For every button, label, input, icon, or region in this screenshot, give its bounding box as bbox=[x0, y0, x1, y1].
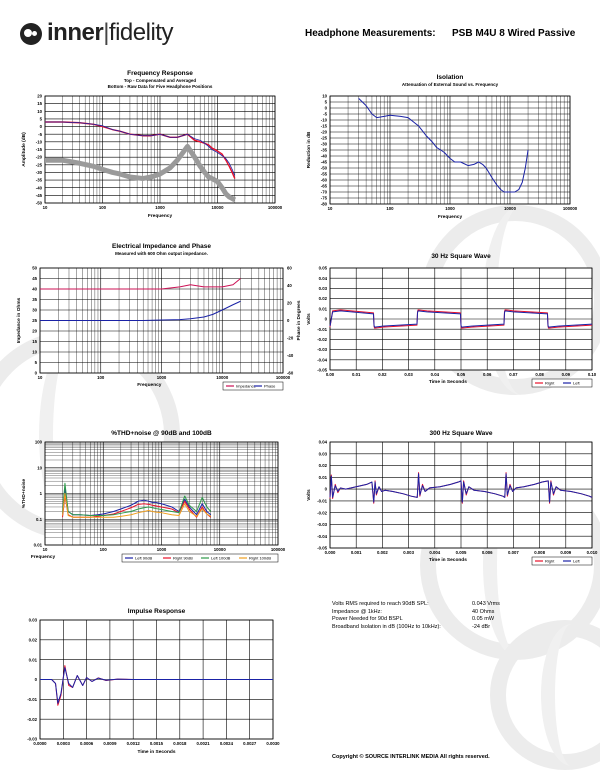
y-tick-label: -35 bbox=[320, 147, 327, 153]
chart-impulse-response bbox=[0, 600, 300, 760]
x-tick-label: 100000 bbox=[562, 206, 578, 211]
y-tick-label: 0 bbox=[34, 370, 37, 376]
legend-label: Right 90dB bbox=[173, 555, 193, 561]
y-tick-label: -0.02 bbox=[317, 510, 327, 516]
y-tick-label: 45 bbox=[32, 276, 37, 282]
legend-label: Left bbox=[573, 380, 580, 386]
y-tick-label: -0.01 bbox=[317, 326, 327, 332]
summary-row bbox=[332, 624, 582, 632]
chart-title: Frequency Response bbox=[127, 70, 193, 77]
y-tick-label: -70 bbox=[320, 189, 327, 195]
x-axis-label: Time in Seconds bbox=[428, 380, 467, 385]
x-tick-label: 0.0024 bbox=[219, 741, 233, 746]
legend-label: Phase bbox=[264, 383, 276, 389]
summary-value: 40 Ohms bbox=[472, 608, 495, 615]
x-tick-label: 10000 bbox=[216, 375, 229, 380]
logo-separator: | bbox=[103, 19, 109, 46]
y-tick-label: -0.03 bbox=[317, 347, 327, 353]
x-tick-label: 0.02 bbox=[378, 372, 387, 377]
y-tick-label: -15 bbox=[320, 123, 327, 129]
summary-label: Impedance @ 1kHz: bbox=[332, 608, 382, 615]
y-tick-label: 10 bbox=[37, 108, 42, 114]
y-tick-label: 10 bbox=[37, 465, 42, 471]
y-tick-label: 0.1 bbox=[36, 516, 42, 522]
y-tick-label: 15 bbox=[37, 101, 42, 107]
y2-tick-label: 60 bbox=[287, 265, 292, 271]
x-tick-label: 100000 bbox=[275, 375, 291, 380]
x-tick-label: 0.08 bbox=[535, 372, 544, 377]
x-tick-label: 0.0000 bbox=[33, 741, 47, 746]
y-tick-label: 35 bbox=[32, 297, 37, 303]
legend-label: Left 100dB bbox=[211, 555, 231, 561]
y-tick-label: 1 bbox=[39, 491, 42, 497]
x-tick-label: 0.000 bbox=[324, 550, 336, 555]
y-axis-label: %THD+noise bbox=[22, 478, 27, 509]
y-tick-label: -80 bbox=[320, 201, 327, 207]
y-tick-label: 25 bbox=[32, 318, 37, 324]
x-axis-label: Frequency bbox=[437, 215, 463, 220]
y-axis-label: Volts bbox=[307, 489, 312, 501]
chart-legend bbox=[122, 554, 278, 562]
y-tick-label: 0.03 bbox=[318, 286, 327, 291]
y2-tick-label: -20 bbox=[287, 335, 294, 341]
y-tick-label: -0.03 bbox=[317, 522, 327, 528]
y-tick-label: -45 bbox=[320, 159, 327, 165]
x-tick-label: 100 bbox=[386, 206, 394, 211]
x-tick-label: 100 bbox=[99, 547, 107, 552]
y-tick-label: -0.04 bbox=[317, 533, 327, 539]
x-tick-label: 0.06 bbox=[483, 372, 492, 377]
y-tick-label: -20 bbox=[320, 129, 327, 135]
x-tick-label: 0.0006 bbox=[80, 741, 94, 746]
chart-isolation bbox=[300, 68, 600, 228]
x-tick-label: 0.010 bbox=[586, 550, 598, 555]
legend-label: Left 90dB bbox=[135, 555, 153, 561]
x-tick-label: 0.002 bbox=[377, 550, 388, 555]
chart-thd-noise bbox=[0, 422, 300, 582]
y-tick-label: -0.02 bbox=[317, 337, 327, 342]
x-tick-label: 10000 bbox=[211, 205, 224, 210]
legend-label: Right bbox=[545, 380, 555, 386]
yin-yang-logo-icon bbox=[20, 23, 42, 45]
y-tick-label: -0.05 bbox=[317, 367, 327, 373]
x-tick-label: 0.0021 bbox=[196, 741, 210, 746]
x-tick-label: 0.03 bbox=[404, 372, 413, 377]
x-tick-label: 0.0030 bbox=[266, 741, 280, 746]
x-axis-label: Frequency bbox=[137, 383, 162, 388]
chart-subtitle: Attenuation of External Sound vs. Frequency bbox=[401, 82, 499, 87]
legend-label: Right bbox=[545, 558, 555, 564]
x-tick-label: 10 bbox=[37, 375, 43, 380]
y-tick-label: 0.03 bbox=[28, 617, 37, 623]
x-tick-label: 0.0012 bbox=[126, 741, 140, 746]
chart-square-wave-300hz bbox=[300, 422, 600, 582]
x-axis-label: Frequency bbox=[147, 214, 173, 219]
x-tick-label: 0.008 bbox=[534, 550, 545, 555]
x-tick-label: 0.001 bbox=[350, 550, 362, 555]
x-tick-label: 0.04 bbox=[430, 372, 439, 377]
x-tick-label: 10 bbox=[327, 206, 333, 211]
chart-legend bbox=[223, 382, 283, 390]
y-tick-label: 0 bbox=[324, 316, 327, 322]
summary-value: -24 dBr bbox=[472, 623, 491, 630]
y-tick-label: -0.04 bbox=[317, 357, 327, 363]
x-tick-label: 10 bbox=[42, 205, 48, 210]
y-tick-label: -55 bbox=[320, 171, 327, 177]
x-tick-label: 1000 bbox=[445, 206, 455, 211]
y-tick-label: 5 bbox=[39, 116, 42, 122]
y-tick-label: -30 bbox=[35, 170, 42, 176]
y-tick-label: 0.01 bbox=[28, 657, 37, 663]
headphone-model: PSB M4U 8 Wired Passive bbox=[452, 28, 576, 39]
y-tick-label: 0.05 bbox=[318, 265, 327, 271]
y2-tick-label: 40 bbox=[287, 283, 292, 289]
y-tick-label: -25 bbox=[35, 162, 42, 168]
chart-frequency-response bbox=[0, 68, 300, 228]
x-tick-label: 100000 bbox=[267, 205, 283, 210]
y-tick-label: -5 bbox=[323, 111, 327, 117]
chart-square-wave-30hz bbox=[300, 250, 600, 400]
page-header bbox=[0, 0, 600, 60]
y2-tick-label: 0 bbox=[287, 318, 290, 324]
y-tick-label: -10 bbox=[35, 139, 42, 145]
x-tick-label: 0.09 bbox=[561, 372, 570, 377]
summary-value: 0.05 mW bbox=[472, 616, 495, 622]
y-tick-label: -50 bbox=[35, 200, 42, 206]
chart-title: 300 Hz Square Wave bbox=[429, 430, 493, 437]
y-tick-label: -20 bbox=[35, 154, 42, 160]
y-axis-label: Reduction in dB bbox=[307, 131, 312, 169]
x-tick-label: 100 bbox=[98, 205, 107, 210]
chart-legend bbox=[532, 379, 592, 387]
y2-tick-label: 20 bbox=[287, 300, 292, 306]
y-tick-label: -35 bbox=[35, 177, 42, 183]
y-tick-label: 0.01 bbox=[318, 306, 327, 312]
summary-row bbox=[332, 616, 582, 624]
y-tick-label: -30 bbox=[320, 141, 327, 147]
y-tick-label: 20 bbox=[37, 93, 42, 99]
y2-tick-label: -40 bbox=[287, 353, 294, 359]
y-tick-label: -0.05 bbox=[317, 545, 327, 551]
chart-title: Electrical Impedance and Phase bbox=[112, 243, 211, 250]
summary-row bbox=[332, 601, 582, 609]
chart-legend bbox=[532, 557, 592, 565]
x-tick-label: 0.006 bbox=[481, 550, 493, 555]
page-title: Headphone Measurements: bbox=[305, 28, 436, 39]
x-tick-label: 100 bbox=[97, 375, 105, 380]
x-tick-label: 0.003 bbox=[403, 550, 414, 555]
y-tick-label: 0.01 bbox=[318, 474, 327, 480]
legend-label: Right 100dB bbox=[249, 555, 272, 561]
chart-subtitle: Bottom - Raw Data for Five Headphone Positions bbox=[107, 84, 213, 89]
y-tick-label: 30 bbox=[32, 307, 37, 313]
y-tick-label: 0 bbox=[324, 105, 327, 111]
summary-value: 0.043 Vrms bbox=[472, 601, 500, 607]
x-axis-label: Time in Seconds bbox=[137, 750, 176, 755]
x-tick-label: 0.00 bbox=[325, 372, 335, 377]
legend-label: Impedance bbox=[236, 383, 256, 389]
chart-title: %THD+noise @ 90dB and 100dB bbox=[111, 430, 212, 437]
y-axis-label: Volts bbox=[307, 313, 312, 325]
summary-label: Power Needed for 90d BSPL bbox=[332, 616, 403, 622]
y-tick-label: 0 bbox=[39, 124, 42, 130]
y-tick-label: 100 bbox=[34, 439, 42, 445]
logo-primary: inner bbox=[47, 19, 104, 46]
x-tick-label: 0.10 bbox=[587, 372, 597, 377]
y-tick-label: 0.04 bbox=[318, 439, 327, 445]
y-tick-label: -40 bbox=[35, 185, 42, 191]
x-tick-label: 0.0003 bbox=[56, 741, 70, 746]
y-tick-label: -0.01 bbox=[317, 498, 327, 504]
y-tick-label: 20 bbox=[32, 328, 37, 334]
x-tick-label: 0.005 bbox=[455, 550, 467, 555]
x-tick-label: 10000 bbox=[504, 206, 516, 211]
y-tick-label: 10 bbox=[322, 93, 327, 99]
x-tick-label: 10 bbox=[42, 547, 48, 552]
chart-title: Impulse Response bbox=[127, 608, 186, 615]
y-tick-label: 0.04 bbox=[318, 275, 327, 281]
x-tick-label: 0.004 bbox=[429, 550, 441, 555]
x-tick-label: 0.05 bbox=[456, 372, 466, 377]
x-tick-label: 0.0015 bbox=[149, 741, 164, 746]
y2-axis-label: Phase in Degrees bbox=[297, 300, 302, 341]
x-tick-label: 0.0009 bbox=[103, 741, 117, 746]
x-tick-label: 10000 bbox=[213, 547, 226, 552]
y-tick-label: 5 bbox=[34, 360, 37, 366]
y-axis-label: Impedance in Ohms bbox=[17, 297, 22, 344]
x-tick-label: 0.007 bbox=[508, 550, 519, 555]
x-tick-label: 0.0027 bbox=[243, 741, 257, 746]
y-tick-label: 0.02 bbox=[28, 637, 37, 643]
y-tick-label: -0.01 bbox=[27, 696, 37, 702]
x-tick-label: 0.009 bbox=[560, 550, 572, 555]
y-tick-label: -25 bbox=[320, 135, 327, 141]
chart-electrical-impedance bbox=[0, 240, 300, 400]
y-tick-label: 0.02 bbox=[318, 296, 327, 302]
y-tick-label: 15 bbox=[32, 339, 37, 345]
chart-subtitle: Top - Compensated and Averaged bbox=[123, 78, 197, 83]
y-tick-label: 0.01 bbox=[33, 542, 42, 548]
brand-logo bbox=[47, 19, 173, 47]
y-tick-label: 10 bbox=[32, 349, 37, 355]
measurement-summary bbox=[332, 601, 582, 631]
summary-row bbox=[332, 609, 582, 617]
y-tick-label: 50 bbox=[32, 265, 37, 271]
y-tick-label: 0 bbox=[324, 486, 327, 492]
y2-tick-label: -60 bbox=[287, 370, 294, 376]
y-tick-label: -50 bbox=[320, 165, 327, 171]
x-tick-label: 1000 bbox=[156, 375, 167, 380]
y-tick-label: -40 bbox=[320, 153, 327, 159]
y-axis-label: Amplitude (dB) bbox=[22, 132, 27, 167]
x-tick-label: 100000 bbox=[270, 547, 286, 552]
x-axis-label: Frequency bbox=[30, 555, 56, 560]
y-tick-label: -5 bbox=[38, 131, 42, 137]
x-tick-label: 0.0018 bbox=[173, 741, 187, 746]
y-tick-label: -65 bbox=[320, 183, 327, 189]
x-tick-label: 0.01 bbox=[352, 372, 361, 377]
y-tick-label: -0.02 bbox=[27, 716, 37, 722]
copyright-notice: Copyright © SOURCE INTERLINK MEDIA All rights reserved. bbox=[332, 754, 490, 760]
y-tick-label: -60 bbox=[320, 177, 327, 183]
chart-title: 30 Hz Square Wave bbox=[431, 253, 491, 260]
y-tick-label: -10 bbox=[320, 117, 327, 123]
y-tick-label: 0.02 bbox=[318, 463, 327, 469]
x-axis-label: Time in Seconds bbox=[428, 558, 467, 563]
y-tick-label: 0 bbox=[34, 677, 37, 683]
summary-label: Broadband Isolation in dB (100Hz to 10kHz): bbox=[332, 623, 441, 630]
y-tick-label: -15 bbox=[35, 147, 42, 153]
summary-label: Volts RMS required to reach 90dB SPL: bbox=[332, 601, 429, 607]
legend-label: Left bbox=[573, 558, 580, 564]
y-tick-label: -0.03 bbox=[27, 736, 37, 742]
x-tick-label: 1000 bbox=[155, 205, 165, 210]
y-tick-label: 5 bbox=[324, 99, 327, 105]
chart-subtitle: Measured with 600 Ohm output impedance. bbox=[115, 251, 208, 256]
y-tick-label: 40 bbox=[32, 286, 37, 292]
y-tick-label: -75 bbox=[320, 195, 327, 201]
x-tick-label: 0.07 bbox=[509, 372, 518, 377]
y-tick-label: -45 bbox=[35, 192, 42, 198]
x-tick-label: 1000 bbox=[156, 547, 167, 552]
chart-title: Isolation bbox=[436, 74, 464, 81]
logo-secondary: fidelity bbox=[108, 19, 173, 46]
y-tick-label: 0.03 bbox=[318, 451, 327, 457]
